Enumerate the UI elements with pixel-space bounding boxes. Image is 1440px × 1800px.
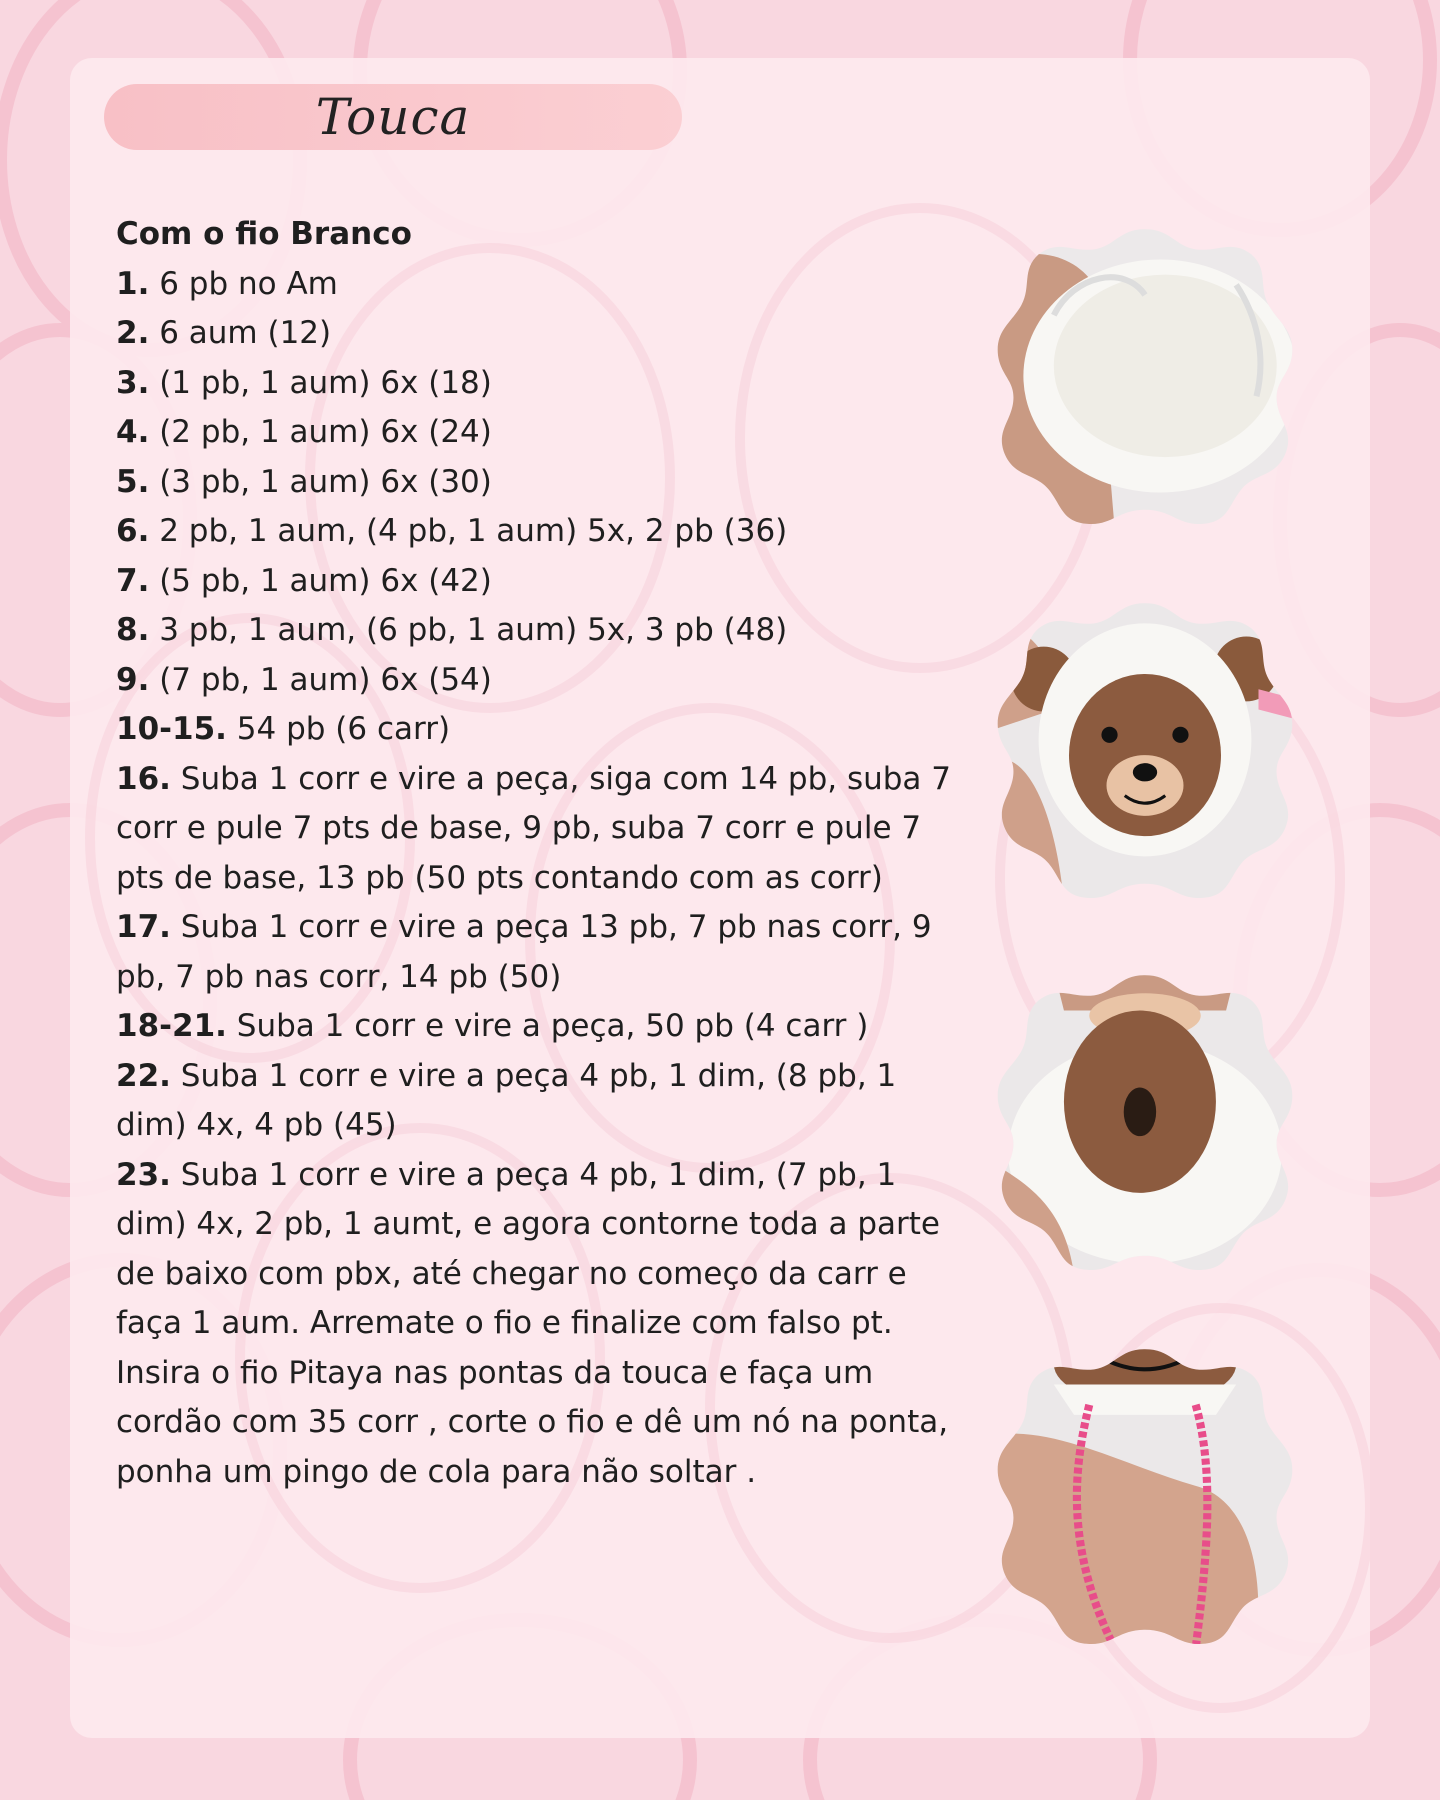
page-title: Touca [315, 88, 471, 146]
step-item [116, 903, 956, 1002]
section-heading: Com o fio Branco [116, 216, 412, 252]
step-number: 5. [116, 463, 150, 500]
title-banner [104, 84, 682, 150]
closing-text: Insira o fio Pitaya nas pontas da touca e faça um cordão com 35 corr , corte o fio e dê um nó na ponta, ponha um pingo de cola para não soltar . [116, 1354, 949, 1490]
step-number: 1. [116, 265, 150, 302]
white-crochet-cap-photo [993, 224, 1297, 528]
step-text: Suba 1 corr e vire a peça, siga com 14 pb, suba 7 corr e pule 7 pts de base, 9 pb, suba 7 corr e pule 7 pts de base, 13 pb (50 pts contando com as corr) [116, 760, 952, 896]
step-text: Suba 1 corr e vire a peça, 50 pb (4 carr ) [226, 1008, 869, 1044]
step-text: Suba 1 corr e vire a peça 13 pb, 7 pb nas corr, 9 pb, 7 pb nas corr, 14 pb (50) [116, 909, 932, 995]
step-number: 6. [116, 513, 150, 549]
step-item [116, 656, 956, 706]
step-item [116, 458, 956, 508]
step-text: 3 pb, 1 aum, (6 pb, 1 aum) 5x, 3 pb (48) [149, 612, 788, 648]
step-number: 23. [116, 1156, 171, 1193]
step-text: Suba 1 corr e vire a peça 4 pb, 1 dim, (8 pb, 1 dim) 4x, 4 pb (45) [116, 1057, 897, 1143]
step-text: (2 pb, 1 aum) 6x (24) [149, 414, 492, 450]
step-item [116, 606, 956, 656]
step-number: 16. [116, 760, 171, 797]
step-text: 6 aum (12) [149, 315, 332, 351]
step-item [116, 755, 956, 904]
bear-wearing-cap-photo [993, 598, 1297, 902]
step-number: 2. [116, 315, 150, 351]
step-item [116, 1052, 956, 1151]
cap-back-view-photo [993, 970, 1297, 1274]
step-number: 18-21. [116, 1008, 227, 1044]
step-item [116, 557, 956, 607]
step-text: 6 pb no Am [149, 265, 338, 302]
step-text: (5 pb, 1 aum) 6x (42) [149, 562, 492, 599]
step-text: (7 pb, 1 aum) 6x (54) [149, 661, 492, 698]
step-number: 3. [116, 364, 150, 401]
step-number: 8. [116, 612, 150, 648]
pink-cord-photo [993, 1344, 1297, 1648]
step-item [116, 1151, 956, 1349]
step-number: 4. [116, 414, 150, 450]
step-text: (3 pb, 1 aum) 6x (30) [149, 463, 492, 500]
step-item [116, 1002, 956, 1052]
step-item [116, 507, 956, 557]
step-text: 54 pb (6 carr) [226, 711, 451, 747]
step-text: 2 pb, 1 aum, (4 pb, 1 aum) 5x, 2 pb (36) [149, 513, 788, 549]
step-number: 7. [116, 562, 150, 599]
step-item [116, 309, 956, 359]
step-item [116, 359, 956, 409]
step-number: 9. [116, 661, 150, 698]
pattern-instructions [116, 210, 956, 1497]
step-text: Suba 1 corr e vire a peça 4 pb, 1 dim, (7 pb, 1 dim) 4x, 2 pb, 1 aumt, e agora contorne toda a parte de baixo com pbx, até chegar no começo da carr e faça 1 aum. Arremate o fio e finalize com falso pt. [116, 1156, 940, 1341]
step-item [116, 260, 956, 310]
step-number: 10-15. [116, 711, 227, 747]
step-item [116, 408, 956, 458]
step-item [116, 705, 956, 755]
step-number: 22. [116, 1057, 171, 1094]
step-text: (1 pb, 1 aum) 6x (18) [149, 364, 492, 401]
step-number: 17. [116, 909, 171, 945]
